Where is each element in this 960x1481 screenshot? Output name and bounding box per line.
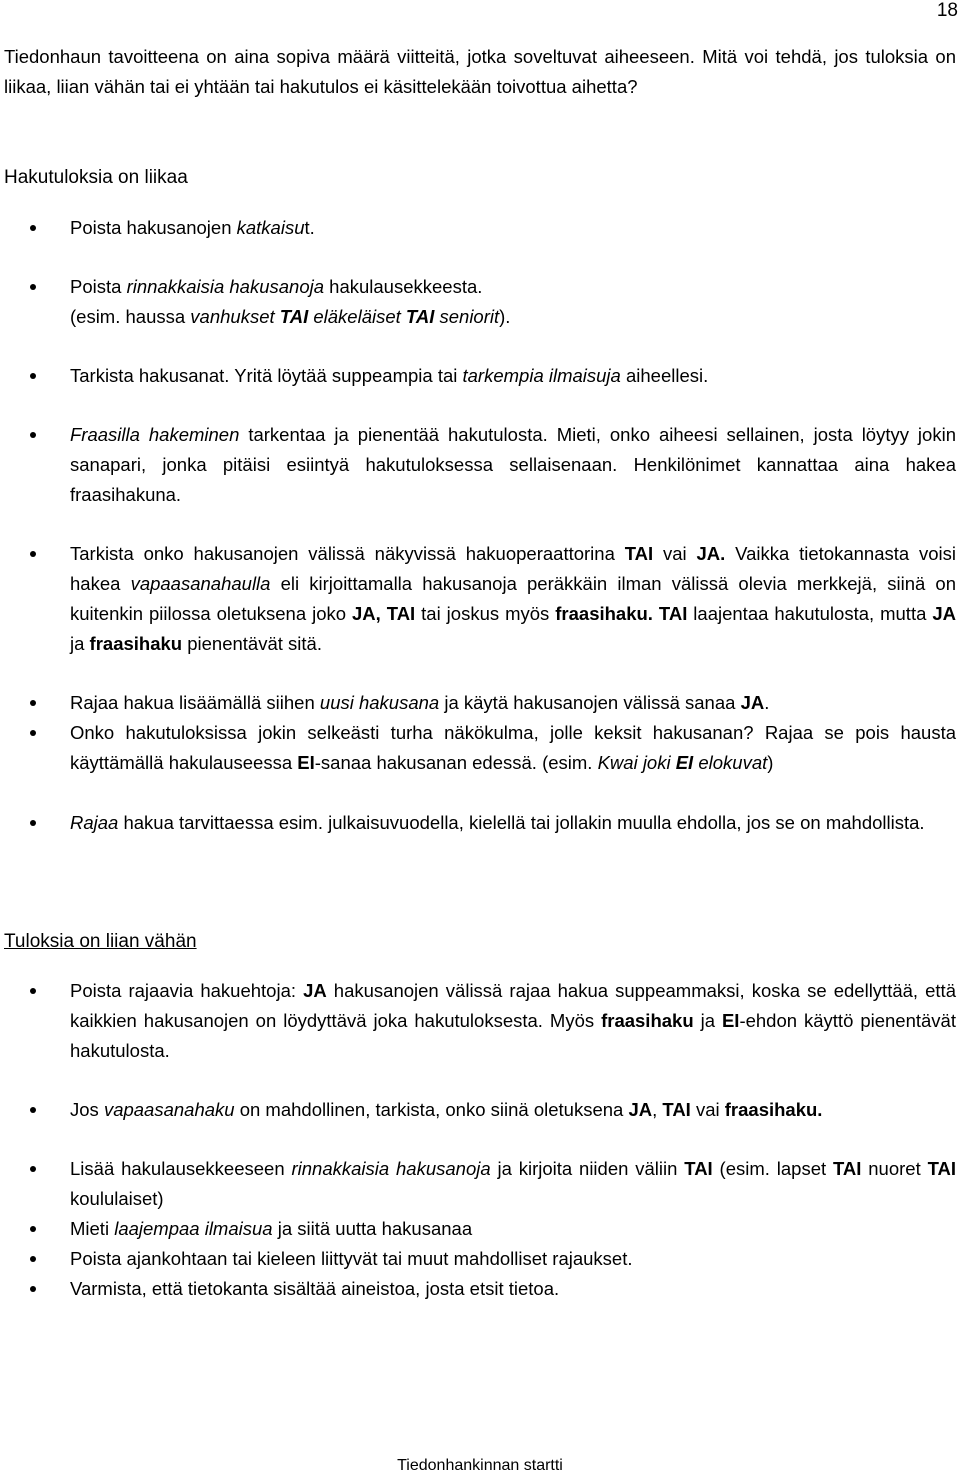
text-segment: vapaasanahaku	[103, 1099, 235, 1120]
text-segment: ja	[693, 1010, 722, 1031]
text-segment: (esim. lapset	[712, 1158, 833, 1179]
text-segment: ).	[499, 306, 511, 327]
text-segment: fraasihaku	[89, 633, 183, 654]
text-segment: vai	[653, 543, 697, 564]
list-item	[70, 688, 956, 718]
text-segment: Vaikka tietokannasta voisi hakea	[70, 543, 957, 594]
text-segment: Poista rajaavia hakuehtoja:	[70, 980, 304, 1001]
text-segment: JA, TAI	[352, 603, 416, 624]
text-segment: TAI	[658, 603, 688, 624]
text-segment: Poista hakusanojen	[70, 217, 237, 238]
text-segment: ja kirjoita niiden väliin	[490, 1158, 685, 1179]
text-segment: t.	[304, 217, 315, 238]
text-segment: eli kirjoittamalla hakusanoja peräkkäin ilman välissä olevia merkkejä, siinä on kuitenkin piilossa oletuksena joko	[70, 573, 957, 624]
text-segment: ,	[652, 1099, 663, 1120]
text-segment: )	[767, 752, 774, 773]
list-item	[70, 1154, 956, 1214]
section-heading-too-many: Hakutuloksia on liikaa	[4, 167, 188, 188]
text-segment: TAI	[624, 543, 654, 564]
list-item	[70, 1274, 956, 1304]
text-segment: .	[764, 692, 770, 713]
text-segment: Poista ajankohtaan tai kieleen liittyvät tai muut mahdolliset rajaukset.	[70, 1248, 633, 1269]
text-segment: Varmista, että tietokanta sisältää aineistoa, josta etsit tietoa.	[70, 1278, 560, 1299]
text-segment: ja käytä hakusanojen välissä sanaa	[439, 692, 741, 713]
text-segment: uusi hakusana	[319, 692, 440, 713]
text-segment: koululaiset)	[70, 1188, 164, 1209]
text-segment: EI	[675, 752, 694, 773]
text-segment: TAI	[662, 1099, 691, 1120]
text-segment: EI	[297, 752, 315, 773]
text-segment: hakusanojen välissä rajaa hakua suppeammaksi, koska se edellyttää, että kaikkien hakusanojen on löydyttävä joka hakutuloksesta. Myös	[70, 980, 956, 1031]
text-segment: rinnakkaisia hakusanoja	[291, 1158, 491, 1179]
text-segment: laajentaa hakutulosta, mutta	[687, 603, 933, 624]
text-segment: hakulausekkeesta.	[324, 276, 483, 297]
list-item	[70, 718, 956, 778]
list-item	[70, 1095, 956, 1125]
text-segment: ja siitä uutta hakusanaa	[272, 1218, 473, 1239]
text-segment: seniorit	[434, 306, 500, 327]
list-item	[70, 1244, 956, 1274]
text-segment: JA.	[696, 543, 726, 564]
text-segment: Fraasilla hakeminen	[70, 424, 240, 445]
list-item	[70, 420, 956, 510]
text-segment: ja	[70, 633, 90, 654]
page-footer: Tiedonhankinnan startti	[397, 1457, 563, 1474]
text-segment: JA	[932, 603, 956, 624]
text-segment: EI	[721, 1010, 740, 1031]
list-item	[70, 1214, 956, 1244]
text-segment: fraasihaku.	[555, 603, 653, 624]
text-segment: hakua tarvittaessa esim. julkaisuvuodella, kielellä tai jollakin muulla ehdolla, jos se on mahdollista.	[118, 812, 925, 833]
list-item	[70, 361, 956, 391]
text-segment: Rajaa hakua lisäämällä siihen	[70, 692, 320, 713]
text-segment: Kwai joki	[597, 752, 676, 773]
text-segment: TAI	[927, 1158, 956, 1179]
text-segment: pienentävät sitä.	[182, 633, 322, 654]
text-segment: vanhukset	[190, 306, 280, 327]
text-segment: nuoret	[861, 1158, 928, 1179]
text-segment: elokuvat	[693, 752, 768, 773]
text-segment: TAI	[279, 306, 309, 327]
intro-paragraph: Tiedonhaun tavoitteena on aina sopiva määrä viitteitä, jotka soveltuvat aiheeseen. Mitä voi tehdä, jos tuloksia on liikaa, liian vähän tai ei yhtään tai hakutulos ei käsittelekään toivottua aihetta?	[4, 46, 956, 97]
text-segment: fraasihaku	[601, 1010, 694, 1031]
text-segment: -ehdon käyttö pienentävät hakutulosta.	[70, 1010, 956, 1061]
text-segment: TAI	[832, 1158, 862, 1179]
text-segment: katkaisu	[236, 217, 305, 238]
text-segment: aiheellesi.	[620, 365, 709, 386]
text-segment: tarkempia ilmaisuja	[462, 365, 621, 386]
text-segment: TAI	[405, 306, 435, 327]
text-segment: TAI	[684, 1158, 713, 1179]
text-segment: (esim. haussa	[70, 306, 191, 327]
list-item	[70, 976, 956, 1066]
text-segment: tarkentaa ja pienentää hakutulosta. Mieti, onko aiheesi sellainen, josta löytyy jokin sanapari, jonka pitäisi esiintyä hakutuloksessa sellaisenaan. Henkilönimet kannattaa aina hakea fraasihakuna.	[70, 424, 956, 505]
text-segment: JA	[628, 1099, 653, 1120]
text-segment: -sanaa hakusanan edessä. (esim.	[314, 752, 598, 773]
text-segment: JA	[740, 692, 765, 713]
text-segment: rinnakkaisia hakusanoja	[126, 276, 325, 297]
text-segment: Lisää hakulausekkeeseen	[70, 1158, 292, 1179]
list-item	[70, 539, 956, 659]
text-segment: Tarkista hakusanat. Yritä löytää suppeampia tai	[70, 365, 463, 386]
text-segment: Mieti	[70, 1218, 115, 1239]
text-segment: laajempaa ilmaisua	[114, 1218, 273, 1239]
text-segment: Rajaa	[70, 812, 119, 833]
list-item	[70, 808, 956, 838]
text-segment: vai	[690, 1099, 725, 1120]
text-segment: Poista	[70, 276, 127, 297]
text-segment: Onko hakutuloksissa jokin selkeästi turha näkökulma, jolle keksit hakusanan? Rajaa se pois hausta käyttämällä hakulauseessa	[70, 722, 956, 773]
section-heading-too-few: Tuloksia on liian vähän	[4, 931, 197, 952]
text-segment: on mahdollinen, tarkista, onko siinä oletuksena	[234, 1099, 629, 1120]
list-item	[70, 272, 956, 332]
text-segment: vapaasanahaulla	[130, 573, 271, 594]
text-segment: Tarkista onko hakusanojen välissä näkyvissä hakuoperaattorina	[70, 543, 625, 564]
text-segment: tai joskus myös	[415, 603, 556, 624]
text-segment: fraasihaku.	[724, 1099, 823, 1120]
list-item	[70, 213, 956, 243]
text-segment: Jos	[70, 1099, 104, 1120]
text-segment: JA	[303, 980, 327, 1001]
page-number: 18	[936, 0, 958, 21]
text-segment: eläkeläiset	[308, 306, 406, 327]
